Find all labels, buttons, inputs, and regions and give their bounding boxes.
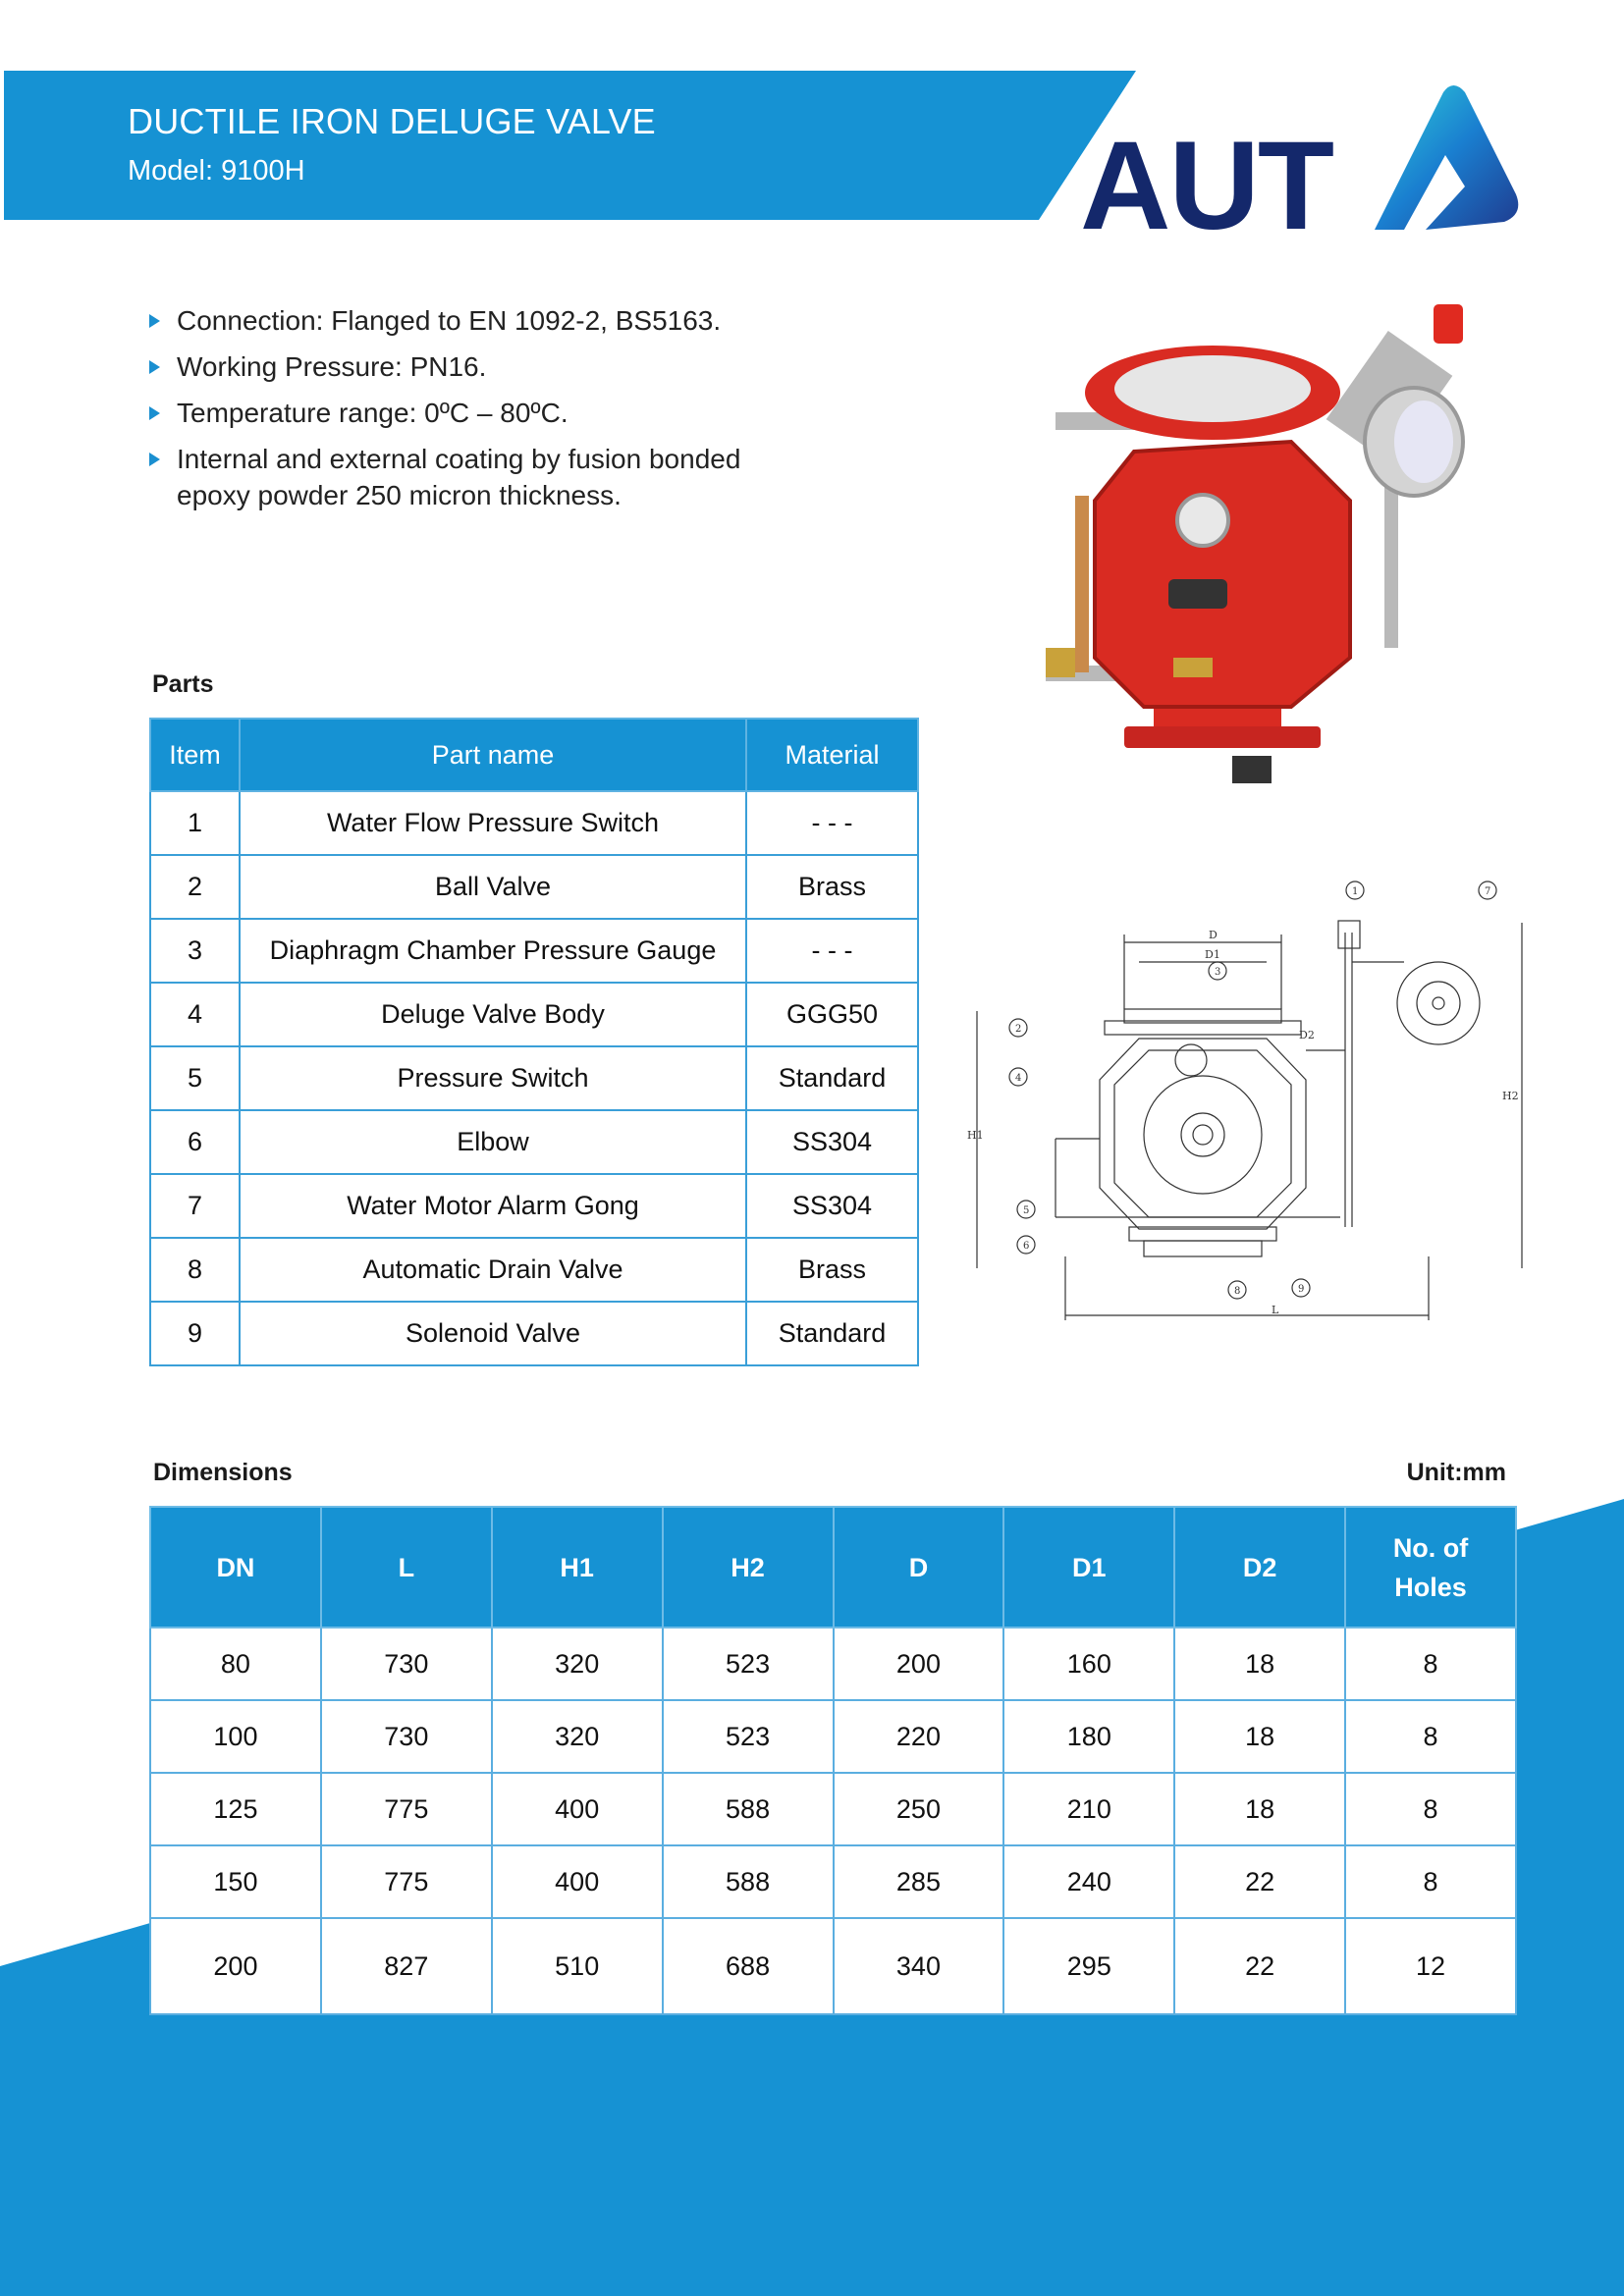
table-row: 4 Deluge Valve Body GGG50: [150, 983, 918, 1046]
bullet-arrow-icon: [149, 453, 160, 466]
dimensions-heading: Dimensions: [153, 1459, 293, 1486]
callout-6: 6: [1023, 1241, 1030, 1252]
table-row: 1 Water Flow Pressure Switch - - -: [150, 791, 918, 855]
callout-2: 2: [1015, 1024, 1022, 1035]
table-row: 150 775 400 588 285 240 22 8: [150, 1845, 1516, 1918]
drawing-label-d2: D2: [1299, 1029, 1315, 1041]
drawing-label-d1: D1: [1205, 948, 1220, 961]
callout-5: 5: [1023, 1205, 1030, 1216]
column-header: No. of Holes: [1345, 1507, 1516, 1628]
header-band: [4, 71, 1136, 220]
brand-logo: [1080, 77, 1522, 248]
table-row: 80 730 320 523 200 160 18 8: [150, 1628, 1516, 1700]
table-row: 125 775 400 588 250 210 18 8: [150, 1773, 1516, 1845]
table-row: 100 730 320 523 220 180 18 8: [150, 1700, 1516, 1773]
column-header: Material: [746, 719, 918, 791]
parts-table: [149, 718, 919, 1366]
technical-drawing: [967, 874, 1527, 1330]
column-header: Part name: [240, 719, 746, 791]
svg-text:AUT: AUT: [1080, 116, 1333, 243]
drawing-label-h2: H2: [1502, 1090, 1519, 1102]
table-row: 7 Water Motor Alarm Gong SS304: [150, 1174, 918, 1238]
unit-label: Unit:mm: [1406, 1459, 1506, 1486]
bullet-arrow-icon: [149, 314, 160, 328]
drawing-label-d: D: [1209, 929, 1218, 941]
table-row: 2 Ball Valve Brass: [150, 855, 918, 919]
column-header: H2: [663, 1507, 834, 1628]
table-row: 6 Elbow SS304: [150, 1110, 918, 1174]
feature-item: Connection: Flanged to EN 1092-2, BS5163.: [147, 302, 815, 339]
drawing-label-h1: H1: [967, 1129, 984, 1142]
document-title: DUCTILE IRON DELUGE VALVE: [128, 101, 656, 141]
feature-item: Internal and external coating by fusion bonded epoxy powder 250 micron thickness.: [147, 441, 805, 513]
table-row: 3 Diaphragm Chamber Pressure Gauge - - -: [150, 919, 918, 983]
callout-9: 9: [1298, 1284, 1305, 1295]
callout-8: 8: [1234, 1286, 1241, 1297]
column-header: D2: [1174, 1507, 1345, 1628]
bullet-arrow-icon: [149, 360, 160, 374]
feature-item: Working Pressure: PN16.: [147, 348, 815, 385]
table-row: 5 Pressure Switch Standard: [150, 1046, 918, 1110]
drawing-label-l: L: [1272, 1304, 1279, 1316]
column-header: H1: [492, 1507, 663, 1628]
callout-7: 7: [1485, 886, 1491, 897]
table-header-row: [150, 719, 918, 791]
product-photo: [1036, 294, 1488, 790]
bullet-arrow-icon: [149, 406, 160, 420]
column-header: L: [321, 1507, 492, 1628]
callout-4: 4: [1015, 1073, 1022, 1084]
column-header: Item: [150, 719, 240, 791]
feature-list: [147, 302, 815, 523]
column-header: D: [834, 1507, 1004, 1628]
model-number: Model: 9100H: [128, 155, 305, 187]
dimensions-table: [149, 1506, 1517, 2015]
parts-heading: Parts: [152, 670, 214, 698]
column-header: D1: [1003, 1507, 1174, 1628]
column-header: DN: [150, 1507, 321, 1628]
table-row: 200 827 510 688 340 295 22 12: [150, 1918, 1516, 2014]
table-row: 8 Automatic Drain Valve Brass: [150, 1238, 918, 1302]
callout-1: 1: [1352, 886, 1359, 897]
table-row: 9 Solenoid Valve Standard: [150, 1302, 918, 1365]
feature-item: Temperature range: 0ºC – 80ºC.: [147, 395, 815, 431]
callout-3: 3: [1215, 967, 1221, 978]
table-header-row: [150, 1507, 1516, 1628]
